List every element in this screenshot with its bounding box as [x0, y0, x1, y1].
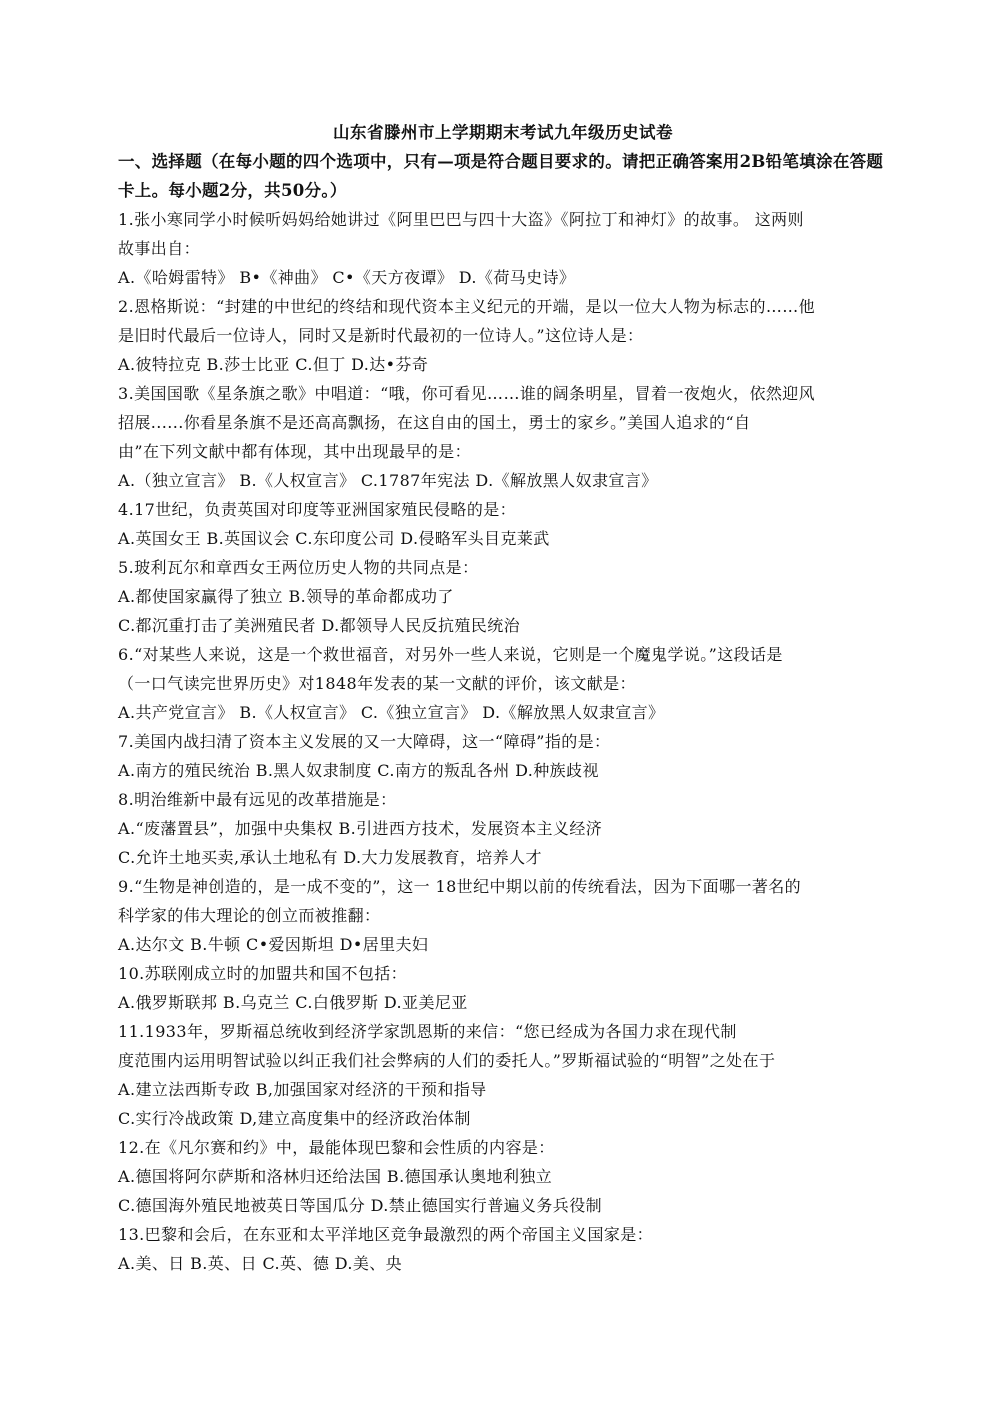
- question-line: A.共产党宣言》 B.《人权宣言》 C.《独立宣言》 D.《解放黑人奴隶宣言》: [118, 703, 665, 722]
- question-line: 12.在《凡尔赛和约》中，最能体现巴黎和会性质的内容是：: [118, 1138, 555, 1157]
- question-line: 4.17世纪，负责英国对印度等亚洲国家殖民侵略的是：: [118, 500, 517, 519]
- question-line: 13.巴黎和会后，在东亚和太平洋地区竞争最激烈的两个帝国主义国家是：: [118, 1225, 654, 1244]
- question-line: A.德国将阿尔萨斯和洛林归还给法国 B.德国承认奥地利独立: [118, 1167, 553, 1186]
- question-line: 由”在下列文献中都有体现，其中出现最早的是：: [118, 442, 471, 461]
- question-line: A.英国女王 B.英国议会 C.东印度公司 D.侵略军头目克莱武: [118, 529, 550, 548]
- question-line: 招展......你看星条旗不是还高高飘扬，在这自由的国土，勇士的家乡。”美国人追求的“自: [118, 413, 751, 432]
- question-lines: [118, 205, 888, 1278]
- question-line: C.德国海外殖民地被英日等国瓜分 D.禁止德国实行普遍义务兵役制: [118, 1196, 602, 1215]
- exam-content: [118, 118, 888, 1278]
- question-line: 度范围内运用明智试验以纠正我们社会弊病的人们的委托人。”罗斯福试验的“明智”之处在于: [118, 1051, 776, 1070]
- question-line: 1.张小寒同学小时候听妈妈给她讲过《阿里巴巴与四十大盗》《阿拉丁和神灯》的故事。 这两则: [118, 210, 804, 229]
- question-line: 故事出自：: [118, 239, 201, 258]
- question-line: A.南方的殖民统治 B.黑人奴隶制度 C.南方的叛乱各州 D.种族歧视: [118, 761, 599, 780]
- question-line: A.彼特拉克 B.莎士比亚 C.但丁 D.达•芬奇: [118, 355, 429, 374]
- question-line: C.都沉重打击了美洲殖民者 D.都领导人民反抗殖民统治: [118, 616, 520, 635]
- question-line: A.建立法西斯专政 B,加强国家对经济的干预和指导: [118, 1080, 487, 1099]
- question-line: 9.“生物是神创造的，是一成不变的”，这一 18世纪中期以前的传统看法，因为下面哪一著名的: [118, 877, 802, 896]
- question-line: 是旧时代最后一位诗人，同时又是新时代最初的一位诗人。”这位诗人是：: [118, 326, 644, 345]
- question-line: 11.1933年，罗斯福总统收到经济学家凯恩斯的来信：“您已经成为各国力求在现代制: [118, 1022, 737, 1041]
- question-line: 科学家的伟大理论的创立而被推翻：: [118, 906, 381, 925]
- question-line: A.都使国家赢得了独立 B.领导的革命都成功了: [118, 587, 454, 606]
- question-line: 7.美国内战扫清了资本主义发展的又一大障碍，这一“障碍”指的是：: [118, 732, 611, 751]
- question-line: 2.恩格斯说：“封建的中世纪的终结和现代资本主义纪元的开端，是以一位大人物为标志的……他: [118, 297, 816, 316]
- question-line: 5.玻利瓦尔和章西女王两位历史人物的共同点是：: [118, 558, 479, 577]
- exam-title: 山东省滕州市上学期期末考试九年级历史试卷: [333, 123, 673, 142]
- section-heading: 一、选择题（在每小题的四个选项中，只有—项是符合题目要求的。请把正确答案用2B铅笔填涂在答题卡上。每小题2分，共50分。）: [118, 152, 884, 200]
- question-line: 3.美国国歌《星条旗之歌》中唱道：“哦，你可看见……谁的阔条明星，冒着一夜炮火，依然迎风: [118, 384, 816, 403]
- question-line: 6.“对某些人来说，这是一个救世福音，对另外一些人来说，它则是一个魔鬼学说。”这段话是: [118, 645, 783, 664]
- question-line: A.美、日 B.英、日 C.英、德 D.美、央: [118, 1254, 403, 1273]
- question-line: A.达尔文 B.牛顿 C•爱因斯坦 D•居里夫妇: [118, 935, 429, 954]
- question-line: A.“废藩置县”，加强中央集权 B.引进西方技术，发展资本主义经济: [118, 819, 603, 838]
- question-line: （一口气读完世界历史》对1848年发表的某一文献的评价，该文献是：: [118, 674, 636, 693]
- question-line: 8.明治维新中最有远见的改革措施是：: [118, 790, 397, 809]
- question-line: A.俄罗斯联邦 B.乌克兰 C.白俄罗斯 D.亚美尼亚: [118, 993, 468, 1012]
- question-line: 10.苏联刚成立时的加盟共和国不包括：: [118, 964, 408, 983]
- question-line: C.允许土地买卖,承认土地私有 D.大力发展教育，培养人才: [118, 848, 542, 867]
- question-line: C.实行冷战政策 D,建立高度集中的经济政治体制: [118, 1109, 471, 1128]
- question-line: A.（独立宣言》 B.《人权宣言》 C.1787年宪法 D.《解放黑人奴隶宣言》: [118, 471, 658, 490]
- question-line: A.《哈姆雷特》 B•《神曲》 C•《天方夜谭》 D.《荷马史诗》: [118, 268, 576, 287]
